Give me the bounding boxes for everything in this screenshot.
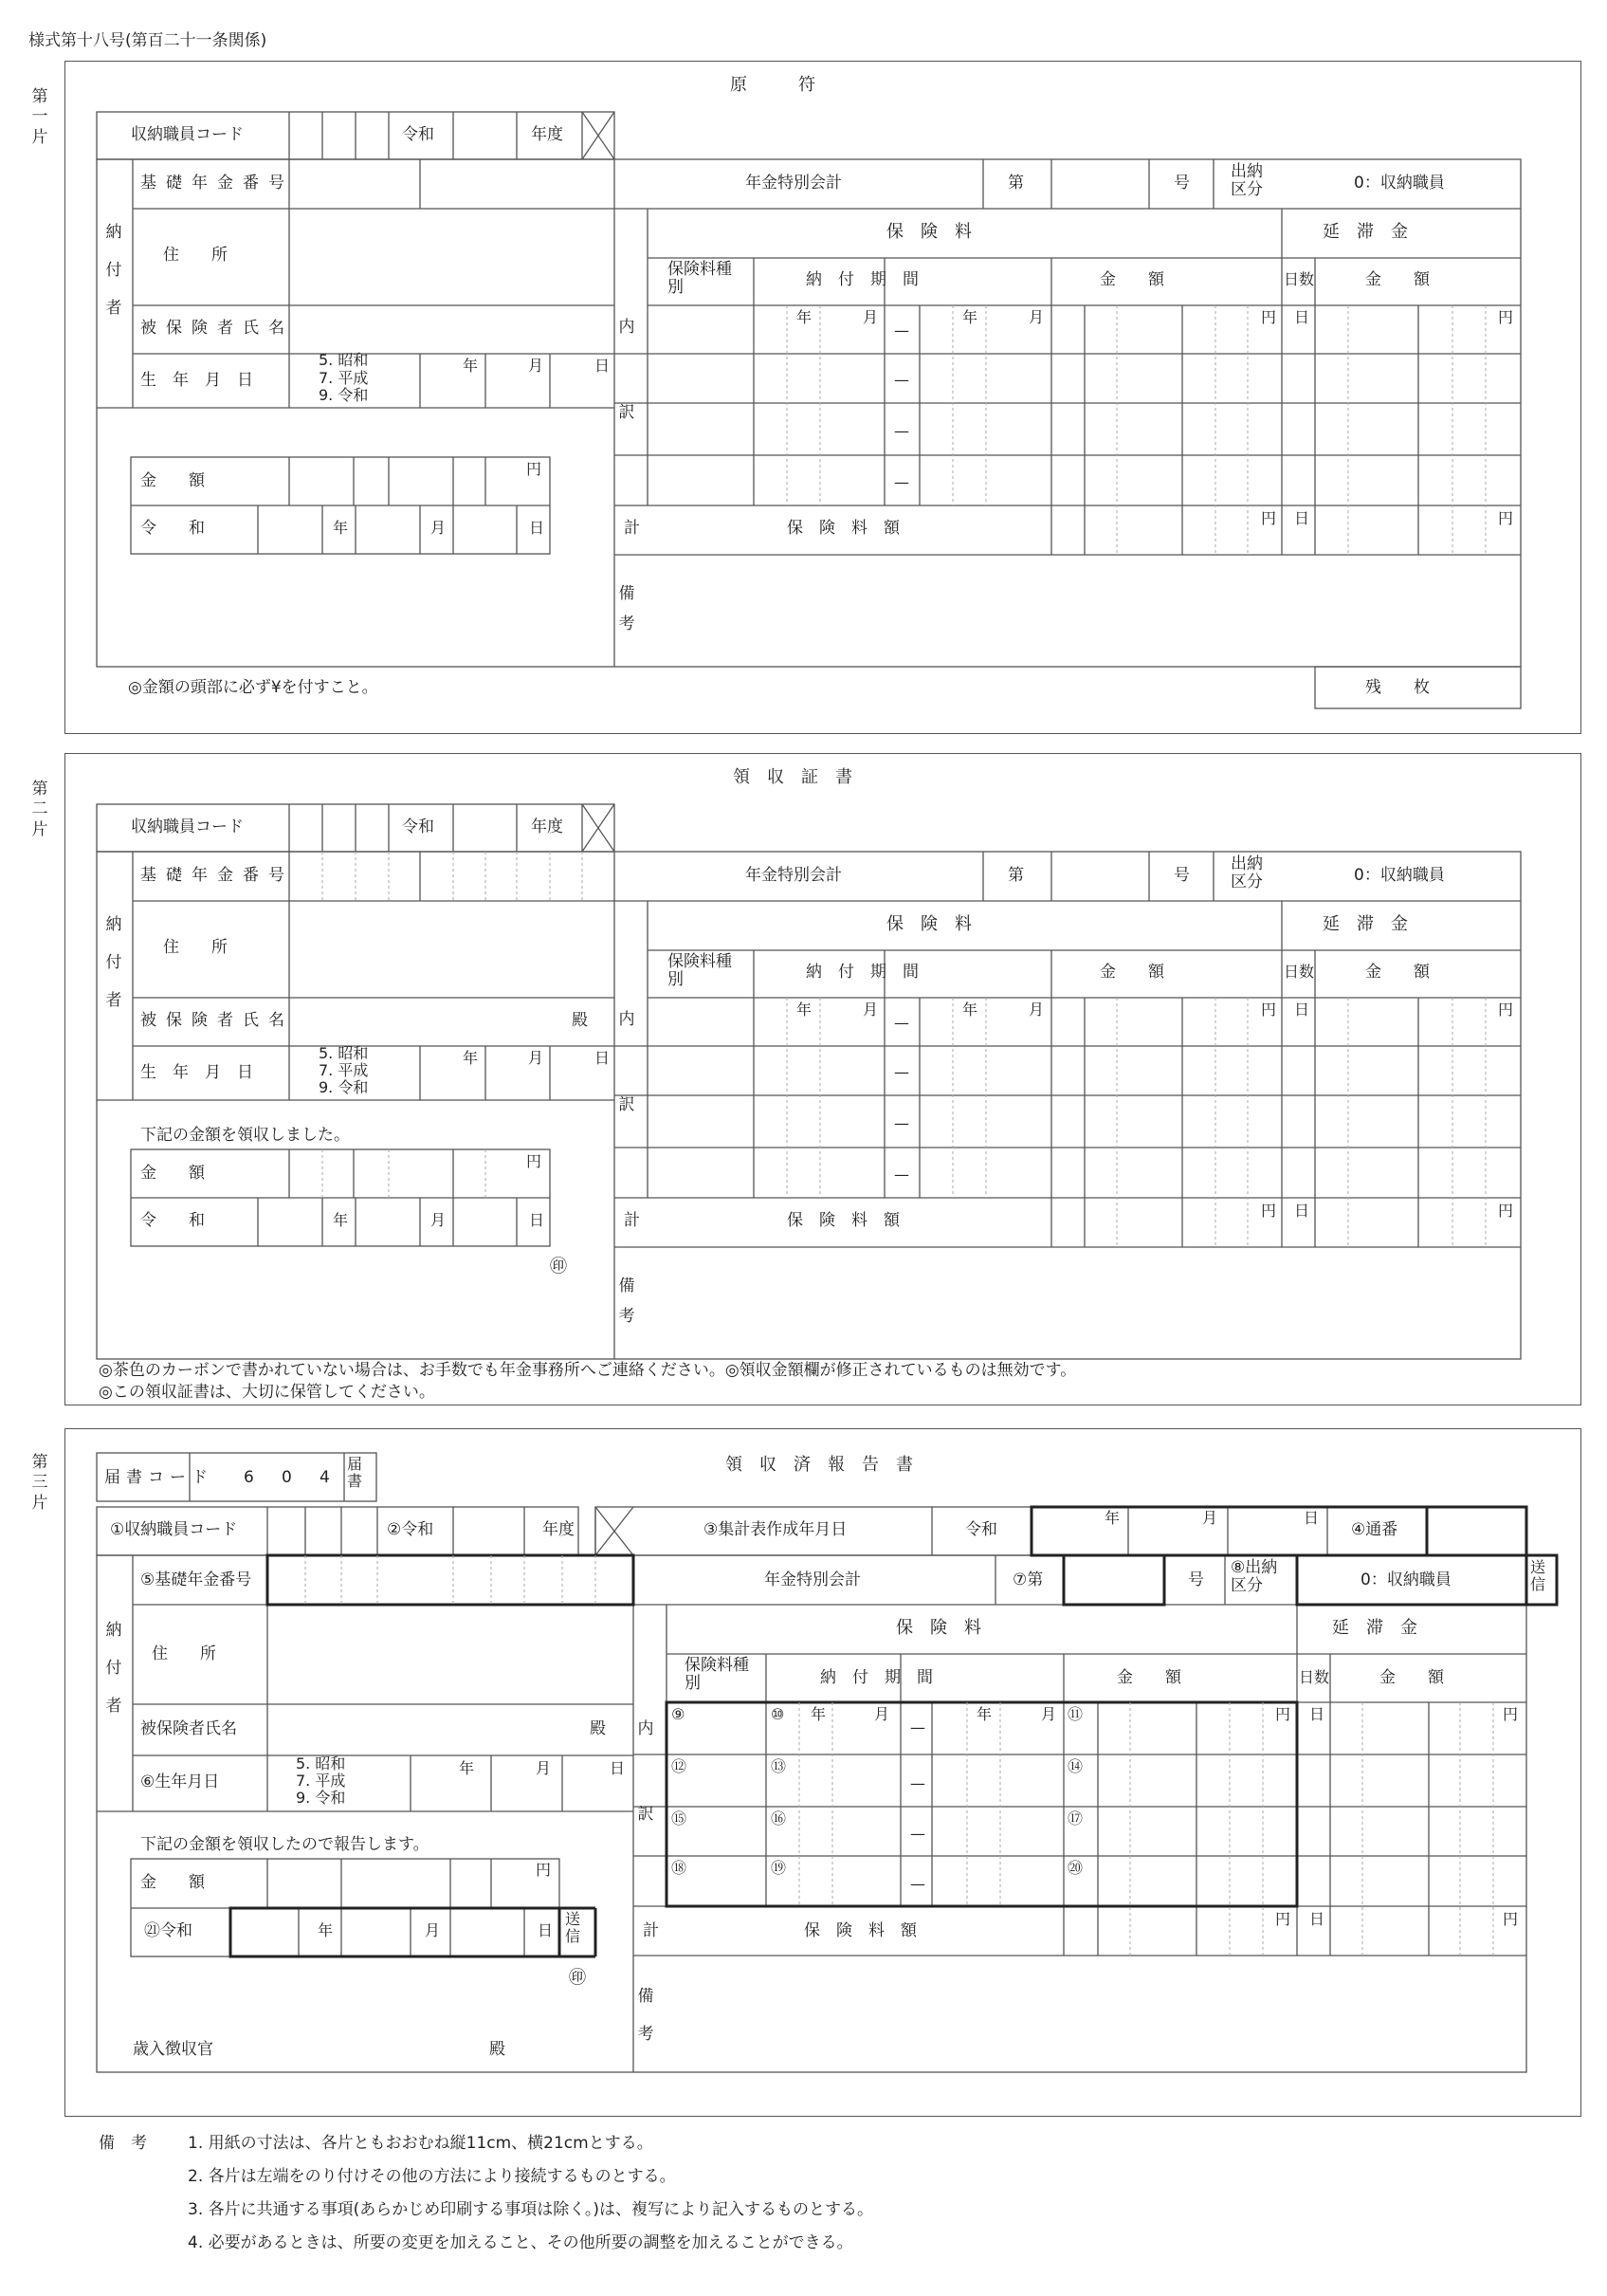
s1-dash-3: —: [894, 422, 909, 440]
s3-nissu: 日数: [1299, 1668, 1330, 1686]
s3-dai: ⑦第: [1013, 1570, 1044, 1589]
s2-go: 号: [1174, 866, 1190, 885]
s2-era-2: 7. 平成: [319, 1061, 369, 1079]
s1-birth-nen: 年: [463, 357, 479, 375]
s1-suitou: 出納区分: [1231, 162, 1263, 199]
s3-biko: 備考: [637, 1987, 654, 2044]
s3-code-digit-2: 0: [282, 1468, 292, 1487]
s3-soshin-top: 送信: [1530, 1558, 1546, 1593]
s2-hoken-shubetsu: 保険料種別: [667, 952, 732, 989]
s2-dash-3: —: [894, 1114, 909, 1132]
s2-era-1: 5. 昭和: [319, 1044, 369, 1062]
s3-c9: ⑨: [671, 1705, 685, 1723]
s2-date-tsuki: 月: [430, 1211, 447, 1229]
s1-date-tsuki: 月: [430, 519, 447, 537]
s3-received: 下記の金額を領収したので報告します。: [140, 1835, 429, 1854]
s2-entai-kingaku: 金 額: [1365, 963, 1430, 982]
sheet-3-title: 領 収 済 報 告 書: [725, 1455, 913, 1475]
s3-nofu-kikan: 納 付 期 間: [820, 1668, 933, 1687]
s2-nissu: 日数: [1284, 963, 1315, 981]
s3-suitou-value: 0：収納職員: [1360, 1570, 1452, 1589]
s3-todoke-sho: 届書: [347, 1455, 363, 1490]
sheet-1-title: 原 符: [730, 75, 815, 95]
s2-tsuki-a: 月: [863, 1001, 879, 1019]
sheet-2-title: 領 収 証 書: [733, 767, 852, 787]
s2-biko: 備考: [618, 1277, 635, 1327]
s1-go: 号: [1174, 174, 1190, 193]
s2-nofu-kikan: 納 付 期 間: [806, 963, 919, 982]
s3-dash-2: —: [910, 1774, 925, 1792]
s1-suitou-value: 0：収納職員: [1354, 174, 1445, 193]
s1-reiwa: 令和: [402, 125, 434, 144]
s1-dash-1: —: [894, 321, 909, 340]
s1-collector-code-label: 収納職員コード: [131, 125, 244, 144]
s1-biko: 備考: [618, 584, 635, 634]
s1-nendo: 年度: [531, 125, 563, 144]
s2-kei-hi: 日: [1294, 1202, 1310, 1220]
s2-amount-label: 金 額: [140, 1164, 205, 1183]
s3-saisho-dono: 殿: [489, 2040, 505, 2059]
s1-hoken-gaku: 保 険 料 額: [787, 519, 900, 538]
s3-c12: ⑫: [671, 1757, 687, 1775]
s3-saisho: 歳入徴収官: [133, 2040, 213, 2059]
s3-date-hi: 日: [538, 1921, 554, 1939]
s1-date-nen: 年: [333, 519, 349, 537]
s3-date-label: ㉑令和: [144, 1921, 192, 1940]
s3-tsuki-a: 月: [874, 1705, 890, 1723]
s1-nofu-kikan: 納 付 期 間: [806, 270, 919, 289]
s2-nendo: 年度: [531, 817, 563, 836]
s3-insured: 被保険者氏名: [140, 1719, 237, 1738]
s2-tsuki-b: 月: [1029, 1001, 1045, 1019]
s1-uchiwake: 内訳: [618, 318, 635, 423]
s2-hoken: 保 険 料: [886, 914, 972, 934]
s2-note-2: ◎この領収証書は、大切に保管してください。: [99, 1383, 435, 1402]
s1-entai-kingaku: 金 額: [1365, 270, 1430, 289]
s2-kei-yen-2: 円: [1498, 1202, 1514, 1220]
s3-c13: ⑬: [771, 1757, 787, 1775]
sheet-2-side-label: 第二片: [31, 780, 48, 839]
s2-birth-hi: 日: [594, 1049, 611, 1067]
s2-kei-yen: 円: [1261, 1202, 1277, 1220]
s1-nen-a: 年: [796, 308, 813, 326]
s2-uchiwake: 内訳: [618, 1010, 635, 1115]
s3-era-3: 9. 令和: [296, 1789, 346, 1807]
s2-received: 下記の金額を領収しました。: [140, 1126, 350, 1145]
s3-account: 年金特別会計: [764, 1570, 861, 1589]
remark-3: 3. 各片に共通する事項(あらかじめ印刷する事項は除く。)は、複写により記入するものとする。: [188, 2200, 874, 2219]
s3-kei: 計: [643, 1921, 659, 1940]
s2-birth: 生 年 月 日: [140, 1063, 253, 1082]
s2-date-label: 令 和: [140, 1211, 205, 1230]
s1-hi-1: 日: [1294, 308, 1310, 326]
s2-insured: 被保険者氏名: [140, 1011, 294, 1030]
s3-c15: ⑮: [671, 1809, 687, 1828]
s3-c17: ⑰: [1068, 1809, 1084, 1828]
s1-account: 年金特別会計: [745, 174, 842, 193]
s2-reiwa: 令和: [402, 817, 434, 836]
s3-kei-hi: 日: [1309, 1910, 1325, 1928]
s3-reiwa: ②令和: [387, 1520, 434, 1539]
s3-entai-kingaku: 金 額: [1379, 1668, 1444, 1687]
s2-account: 年金特別会計: [745, 866, 842, 885]
s3-tsuki-b: 月: [1041, 1705, 1057, 1723]
s3-yen-1: 円: [1275, 1705, 1291, 1723]
remark-2: 2. 各片は左端をのり付けその他の方法により接続するものとする。: [188, 2167, 676, 2186]
s2-era-3: 9. 令和: [319, 1078, 369, 1096]
s1-birth-tsuki: 月: [528, 357, 544, 375]
s2-suitou: 出納区分: [1231, 854, 1263, 891]
s3-go: 号: [1188, 1570, 1204, 1589]
s2-birth-tsuki: 月: [528, 1049, 544, 1067]
s3-c19: ⑲: [771, 1859, 787, 1877]
s1-hoken-shubetsu: 保険料種別: [667, 260, 732, 297]
s2-dai: 第: [1008, 866, 1024, 885]
s2-nen-b: 年: [962, 1001, 978, 1019]
s2-date-nen: 年: [333, 1211, 349, 1229]
s2-hoken-gaku: 保 険 料 額: [787, 1211, 900, 1230]
s2-kiso-label: 基礎年金番号: [140, 866, 294, 885]
s1-tsuki-b: 月: [1029, 308, 1045, 326]
s3-kingaku: 金 額: [1117, 1668, 1181, 1687]
s1-date-label: 令 和: [140, 519, 205, 538]
s3-address: 住 所: [152, 1644, 216, 1663]
s2-note-1: ◎茶色のカーボンで書かれていない場合は、お手数でも年金事務所へご連絡ください。◎領収金額欄が修正されているものは無効です。: [99, 1361, 1077, 1380]
s3-uchiwake: 内訳: [637, 1719, 654, 1825]
s3-c10: ⑩: [771, 1705, 785, 1723]
s3-hoken-shubetsu: 保険料種別: [685, 1656, 749, 1693]
s3-tsuban: ④通番: [1351, 1520, 1398, 1539]
s1-dash-2: —: [894, 371, 909, 389]
form-title: 様式第十八号(第百二十一条関係): [28, 31, 267, 50]
s3-code-digit-3: 4: [320, 1468, 330, 1487]
s1-date-hi: 日: [529, 519, 545, 537]
s2-date-hi: 日: [529, 1211, 545, 1229]
s1-kei-yen: 円: [1261, 509, 1277, 527]
s1-payer: 納付者: [105, 223, 122, 318]
s3-birth-nen: 年: [459, 1759, 475, 1777]
s1-yen-2: 円: [1498, 308, 1514, 326]
s2-payer: 納付者: [105, 915, 122, 1010]
s2-seal-icon: ㊞: [550, 1257, 567, 1277]
s2-dono: 殿: [572, 1011, 588, 1030]
s3-collector-code-label: ①収納職員コード: [110, 1520, 238, 1539]
s3-dash-4: —: [910, 1875, 925, 1893]
s2-address: 住 所: [163, 938, 228, 957]
s3-payer: 納付者: [105, 1621, 122, 1716]
s3-c16: ⑯: [771, 1809, 787, 1828]
s2-dash-2: —: [894, 1063, 909, 1081]
s3-birth: ⑥生年月日: [140, 1773, 220, 1791]
s3-kiso-label: ⑤基礎年金番号: [140, 1570, 252, 1589]
s3-birth-tsuki: 月: [536, 1759, 552, 1777]
s3-birth-hi: 日: [610, 1759, 626, 1777]
s2-suitou-value: 0：収納職員: [1354, 866, 1445, 885]
s2-birth-nen: 年: [463, 1049, 479, 1067]
s3-code-digit-1: 6: [244, 1468, 254, 1487]
s1-hoken: 保 険 料: [886, 222, 972, 242]
s3-suitou: ⑧出納区分: [1231, 1558, 1278, 1595]
s3-nendo: 年度: [542, 1520, 575, 1539]
s3-summary-date: ③集計表作成年月日: [703, 1520, 848, 1539]
s1-nen-b: 年: [962, 308, 978, 326]
s2-yen-1: 円: [1261, 1001, 1277, 1019]
s3-yen-2: 円: [1503, 1705, 1519, 1723]
s1-kiso-label: 基礎年金番号: [140, 174, 294, 193]
s3-soshin-bottom: 送信: [565, 1910, 581, 1945]
s3-era-2: 7. 平成: [296, 1772, 346, 1790]
s3-era-1: 5. 昭和: [296, 1754, 346, 1773]
s2-entai: 延 滞 金: [1323, 914, 1408, 934]
s1-nissu: 日数: [1284, 270, 1315, 288]
s3-s-tsuki: 月: [1202, 1509, 1218, 1527]
s1-yen-1: 円: [1261, 308, 1277, 326]
remark-1: 1. 用紙の寸法は、各片ともおおむね縦11cm、横21cmとする。: [188, 2134, 653, 2153]
s3-c14: ⑭: [1068, 1757, 1084, 1775]
s3-hi-1: 日: [1309, 1705, 1325, 1723]
s1-tsuki-a: 月: [863, 308, 879, 326]
s2-kingaku: 金 額: [1100, 963, 1164, 982]
s3-todoke-code-label: 届書コード: [104, 1468, 213, 1487]
sheet-1-side-label: 第一片: [31, 87, 48, 147]
s1-birth-hi: 日: [594, 357, 611, 375]
s2-dash-4: —: [894, 1166, 909, 1184]
s2-hi-1: 日: [1294, 1001, 1310, 1019]
s1-kingaku: 金 額: [1100, 270, 1164, 289]
s3-c18: ⑱: [671, 1859, 687, 1877]
s3-dono: 殿: [590, 1719, 606, 1738]
s1-amount-label: 金 額: [140, 471, 205, 490]
s1-era-3: 9. 令和: [319, 386, 369, 404]
s3-hoken-gaku: 保 険 料 額: [804, 1921, 917, 1940]
s3-amount-label: 金 額: [140, 1873, 205, 1892]
s2-nen-a: 年: [796, 1001, 813, 1019]
s3-kei-yen-2: 円: [1503, 1910, 1519, 1928]
remarks-label: 備 考: [99, 2134, 147, 2153]
s1-note: ◎金額の頭部に必ず¥を付すこと。: [128, 678, 378, 697]
s1-entai: 延 滞 金: [1323, 222, 1408, 242]
s2-yen-2: 円: [1498, 1001, 1514, 1019]
s3-c20: ⑳: [1068, 1859, 1084, 1877]
s3-date-tsuki: 月: [425, 1921, 441, 1939]
s3-date-nen: 年: [318, 1921, 334, 1939]
s3-hoken: 保 険 料: [896, 1618, 981, 1638]
s3-nen-b: 年: [977, 1705, 993, 1723]
s3-entai: 延 滞 金: [1332, 1618, 1417, 1638]
s1-era-2: 7. 平成: [319, 369, 369, 387]
s1-dai: 第: [1008, 174, 1024, 193]
s1-kei: 計: [624, 519, 640, 538]
s1-era-1: 5. 昭和: [319, 351, 369, 369]
sheet-3-side-label: 第三片: [31, 1453, 48, 1513]
s2-dash-1: —: [894, 1014, 909, 1032]
s2-kei: 計: [624, 1211, 640, 1230]
s3-reiwa2: 令和: [965, 1520, 997, 1539]
s1-dash-4: —: [894, 473, 909, 491]
s3-s-hi: 日: [1304, 1509, 1320, 1527]
s1-birth: 生 年 月 日: [140, 371, 253, 390]
s1-zanmai: 残 枚: [1365, 678, 1430, 697]
s3-seal-icon: ㊞: [569, 1968, 586, 1988]
s3-kei-yen: 円: [1275, 1910, 1291, 1928]
s2-amount-yen: 円: [526, 1152, 542, 1170]
s3-dash-1: —: [910, 1718, 925, 1736]
s1-kei-yen-2: 円: [1498, 509, 1514, 527]
remark-4: 4. 必要があるときは、所要の変更を加えること、その他所要の調整を加えることができる。: [188, 2233, 853, 2252]
s1-insured: 被保険者氏名: [140, 319, 294, 338]
s3-amount-yen: 円: [536, 1861, 552, 1879]
s3-dash-3: —: [910, 1825, 925, 1843]
s1-kei-hi: 日: [1294, 509, 1310, 527]
s2-collector-code-label: 収納職員コード: [131, 817, 244, 836]
s3-nen-a: 年: [811, 1705, 827, 1723]
s3-c11: ⑪: [1068, 1705, 1084, 1723]
s3-s-nen: 年: [1105, 1509, 1121, 1527]
s1-amount-yen: 円: [526, 460, 542, 478]
s1-address: 住 所: [163, 246, 228, 265]
